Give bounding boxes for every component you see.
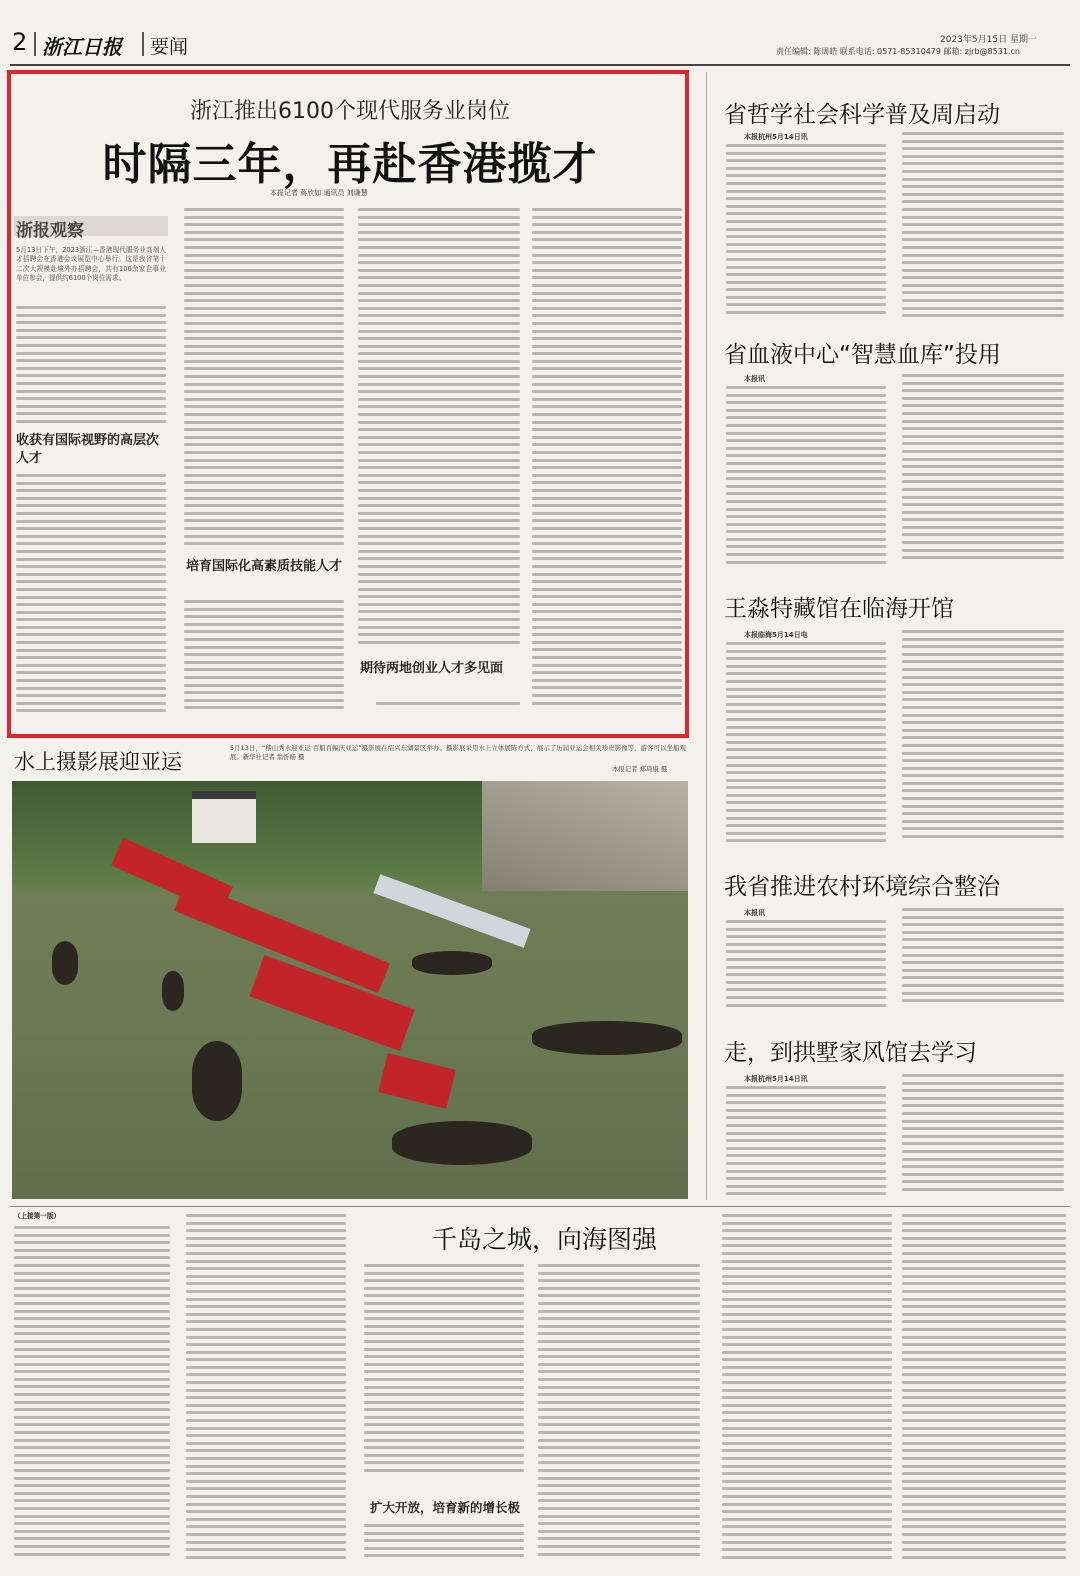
- text-block: [902, 1214, 1066, 1568]
- subhead-1: 收获有国际视野的高层次人才: [16, 433, 160, 466]
- photo-credit: 本报记者 郑琦康 摄: [612, 765, 668, 773]
- section-name: 要闻: [150, 36, 189, 58]
- subhead-3: 期待两地创业人才多见面: [360, 661, 504, 676]
- text-block: [902, 908, 1064, 1014]
- text-block: [726, 386, 886, 570]
- masthead-divider: [34, 32, 36, 56]
- right-story-1-dateline: 本报杭州5月14日讯: [744, 133, 808, 141]
- text-block: [184, 208, 344, 554]
- lead-paragraph: 5月13日下午，2023浙江—香港现代服务业高端人才招聘会在香港会议展览中心举行。这是我省第十二次大规模赴境外办招聘会，共有100余家企事业单位参会，提供约6100个岗位需求。: [16, 246, 166, 283]
- subhead-2: 培育国际化高素质技能人才: [186, 559, 343, 574]
- text-block: [902, 630, 1064, 848]
- photo-boat: [532, 1021, 682, 1055]
- text-block: [376, 702, 520, 714]
- text-block: [726, 920, 886, 1014]
- text-block: [16, 474, 166, 714]
- text-block: [726, 144, 886, 322]
- masthead-rule: [10, 64, 1070, 66]
- lead-byline: 本报记者 蒋欣如 通讯员 刘谦慧: [270, 189, 368, 197]
- photo-building: [192, 791, 256, 843]
- photo-boat: [52, 941, 78, 985]
- editor-line: 责任编辑: 陈周皓 联系电话: 0571-85310479 邮箱: zjrb@8531.cn: [776, 47, 1020, 56]
- text-block: [14, 1226, 170, 1566]
- section-rule: [10, 1206, 1070, 1207]
- column-tag: 浙报观察: [16, 221, 84, 241]
- right-story-2-title: 省血液中心“智慧血库”投用: [724, 342, 1001, 368]
- text-block: [364, 1264, 524, 1482]
- right-story-1-title: 省哲学社会科学普及周启动: [724, 102, 1000, 128]
- bottom-subhead: 扩大开放，培育新的增长极: [370, 1500, 521, 1515]
- text-block: [364, 1524, 524, 1568]
- masthead-divider: [142, 32, 144, 56]
- photo-story-title: 水上摄影展迎亚运: [14, 750, 182, 774]
- continued-tag: （上接第一版）: [14, 1212, 61, 1220]
- text-block: [726, 1086, 886, 1198]
- text-block: [902, 374, 1064, 570]
- text-block: [538, 1264, 700, 1568]
- issue-date: 2023年5月15日 星期一: [940, 35, 1037, 45]
- text-block: [358, 208, 520, 658]
- photo-boat: [392, 1121, 532, 1165]
- right-story-5-title: 走，到拱墅家风馆去学习: [724, 1040, 977, 1066]
- text-block: [16, 306, 166, 426]
- right-story-4-dateline: 本报讯: [744, 909, 765, 917]
- right-story-3-dateline: 本报临海5月14日电: [744, 631, 808, 639]
- page-number: 2: [12, 28, 28, 56]
- text-block: [722, 1214, 892, 1568]
- photo-exhibition-on-water: [12, 781, 688, 1199]
- right-story-4-title: 我省推进农村环境综合整治: [724, 874, 1000, 900]
- text-block: [726, 642, 886, 848]
- column-rule: [706, 72, 707, 1200]
- text-block: [532, 208, 682, 716]
- lead-kicker: 浙江推出6100个现代服务业岗位: [190, 99, 510, 124]
- photo-boat: [162, 971, 184, 1011]
- lead-title: 时隔三年，再赴香港揽才: [102, 139, 598, 190]
- paper-name: 浙江日报: [42, 35, 122, 59]
- text-block: [184, 600, 344, 716]
- photo-caption: 5月13日，“稽山秀水迎亚运 百船百幅庆亚运”摄影展在绍兴东湖景区举办。摄影展采用水上立体展陈方式，展示了历届亚运会相关珍贵影像等，游客可以坐船观展。新华社记者 翁忻旸 摄: [230, 744, 686, 761]
- photo-boat: [412, 951, 492, 975]
- bottom-article-title: 千岛之城，向海图强: [432, 1225, 658, 1254]
- right-story-2-dateline: 本报讯: [744, 375, 765, 383]
- text-block: [902, 132, 1064, 322]
- right-story-3-title: 王淼特藏馆在临海开馆: [724, 596, 954, 622]
- photo-boat: [192, 1041, 242, 1121]
- text-block: [902, 1074, 1064, 1198]
- text-block: [186, 1214, 346, 1566]
- right-story-5-dateline: 本报杭州5月14日讯: [744, 1075, 808, 1083]
